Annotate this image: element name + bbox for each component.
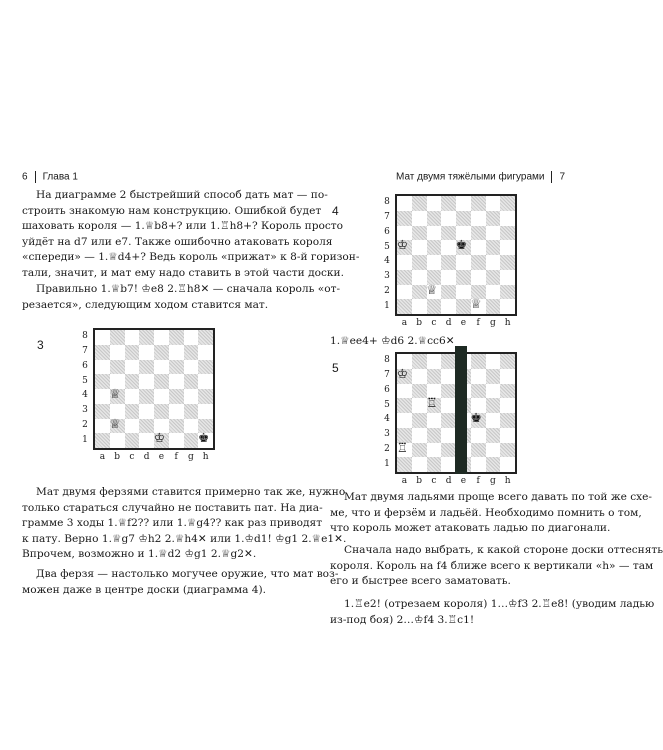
white-king-icon: ♔ xyxy=(396,237,408,253)
board-frame xyxy=(395,194,517,316)
black-king-icon: ♚ xyxy=(455,237,467,253)
text-line: короля. Король на f4 ближе всего к вертикали «h» — там xyxy=(330,559,654,572)
dark-square xyxy=(125,345,140,360)
text-line: 1.♖e2! (отрезаем короля) 1…♔f3 2.♖e8! (уводим ладью xyxy=(344,598,655,610)
file-label: d xyxy=(143,452,150,462)
dark-square xyxy=(154,374,169,389)
dark-square xyxy=(198,360,213,375)
dark-square xyxy=(427,369,442,384)
dark-square xyxy=(169,360,184,375)
dark-square xyxy=(95,374,110,389)
text-line: шаховать короля — 1.♕b8+? или 1.♖h8+? Король просто xyxy=(22,220,344,232)
dark-square xyxy=(412,354,427,369)
dark-square xyxy=(397,270,412,285)
text-line: Мат двумя ферзями ставится примерно так же, нужно xyxy=(36,486,346,498)
dark-square xyxy=(427,211,442,226)
rank-label: 5 xyxy=(82,375,88,386)
left-paragraph-2 xyxy=(22,282,340,313)
file-label: c xyxy=(431,476,437,486)
dark-square xyxy=(198,389,213,404)
dark-square xyxy=(125,374,140,389)
dark-square xyxy=(139,360,154,375)
black-king-icon: ♚ xyxy=(470,410,482,425)
dark-square xyxy=(471,384,486,399)
dark-square xyxy=(486,299,501,314)
rank-label: 5 xyxy=(384,241,390,252)
text-line: можен даже в центре доски (диаграмма 4). xyxy=(22,583,267,596)
file-label: h xyxy=(504,476,511,486)
dark-square xyxy=(95,404,110,419)
rank-label: 1 xyxy=(82,434,88,445)
dark-square xyxy=(412,443,427,458)
text-line: ме, что и ферзём и ладьёй. Необходимо помнить о том, xyxy=(330,506,642,519)
dark-square xyxy=(110,360,125,375)
text-line: что король может атаковать ладью по диагонали. xyxy=(330,522,611,534)
dark-square xyxy=(500,285,515,300)
dark-square xyxy=(471,255,486,270)
file-label: e xyxy=(158,452,165,462)
white-king-icon: ♔ xyxy=(153,430,165,446)
dark-square xyxy=(441,443,456,458)
black-king-icon: ♚ xyxy=(198,430,210,446)
dark-square xyxy=(486,211,501,226)
rank-label: 2 xyxy=(384,443,390,454)
dark-square xyxy=(441,196,456,211)
dark-square xyxy=(441,226,456,241)
dark-square xyxy=(397,299,412,314)
header-separator xyxy=(551,171,552,183)
dark-square xyxy=(441,354,456,369)
dark-square xyxy=(471,196,486,211)
dark-square xyxy=(184,374,199,389)
file-label: d xyxy=(445,318,452,328)
dark-square xyxy=(471,354,486,369)
text-line: На диаграмме 2 быстрейший способ дать мат — по- xyxy=(36,189,328,201)
file-label: a xyxy=(99,452,106,462)
file-label: b xyxy=(416,476,422,486)
dark-square xyxy=(486,457,501,472)
dark-square xyxy=(441,413,456,428)
dark-square xyxy=(456,270,471,285)
white-queen-icon: ♕ xyxy=(109,386,121,401)
file-label: g xyxy=(489,476,496,486)
rank-label: 4 xyxy=(82,390,88,401)
text-line: уйдёт на d7 или e7. Также ошибочно атаковать короля xyxy=(22,235,333,248)
dark-square xyxy=(500,196,515,211)
dark-square xyxy=(471,226,486,241)
text-line: Два ферзя — настолько могучее оружие, что мат воз- xyxy=(36,568,339,580)
diagram-4-solution: 1.♕ee4+ ♔d6 2.♕cc6✕ xyxy=(330,335,455,347)
white-rook-icon: ♖ xyxy=(396,439,408,455)
dark-square xyxy=(139,330,154,345)
text-line: тали, значит, и мат ему надо ставить в этой части доски. xyxy=(22,266,344,279)
dark-square xyxy=(139,419,154,434)
dark-square xyxy=(486,398,501,413)
file-label: b xyxy=(114,452,120,462)
file-label: e xyxy=(460,318,467,328)
text-line: Сначала надо выбрать, к какой стороне доски оттеснять xyxy=(344,544,663,556)
dark-square xyxy=(441,384,456,399)
rank-label: 6 xyxy=(384,384,390,395)
right-paragraph-1 xyxy=(330,490,652,537)
file-label: b xyxy=(416,318,422,328)
diagram-5-label: 5 xyxy=(332,361,339,375)
white-king-icon: ♔ xyxy=(396,365,408,381)
rank-label: 1 xyxy=(384,458,390,469)
rank-label: 3 xyxy=(384,271,390,282)
dark-square xyxy=(397,398,412,413)
dark-square xyxy=(397,211,412,226)
text-line: его и быстрее всего заматовать. xyxy=(330,575,511,587)
dark-square xyxy=(486,369,501,384)
dark-square xyxy=(154,404,169,419)
dark-square xyxy=(427,457,442,472)
dark-square xyxy=(169,389,184,404)
dark-square xyxy=(456,211,471,226)
rank-label: 1 xyxy=(384,300,390,311)
dark-square xyxy=(500,413,515,428)
cut-off-line xyxy=(455,346,467,474)
dark-square xyxy=(169,330,184,345)
rank-label: 3 xyxy=(82,405,88,416)
right-paragraph-3 xyxy=(330,597,654,628)
file-label: h xyxy=(504,318,511,328)
white-queen-icon: ♕ xyxy=(426,281,438,297)
dark-square xyxy=(500,354,515,369)
right-page xyxy=(300,0,663,750)
dark-square xyxy=(412,255,427,270)
rank-label: 4 xyxy=(384,256,390,267)
dark-square xyxy=(500,384,515,399)
dark-square xyxy=(441,285,456,300)
file-label: c xyxy=(129,452,135,462)
dark-square xyxy=(500,226,515,241)
dark-square xyxy=(198,330,213,345)
dark-square xyxy=(427,299,442,314)
white-rook-icon: ♖ xyxy=(426,395,438,411)
rank-label: 8 xyxy=(384,197,390,208)
file-label: e xyxy=(460,476,467,486)
dark-square xyxy=(500,443,515,458)
dark-square xyxy=(169,419,184,434)
right-page-header xyxy=(396,171,565,183)
file-label: g xyxy=(187,452,194,462)
right-paragraph-2 xyxy=(330,543,663,590)
file-label: f xyxy=(476,476,480,486)
dark-square xyxy=(184,345,199,360)
chapter-title: Глава 1 xyxy=(42,171,78,183)
left-paragraph-4 xyxy=(22,567,338,598)
dark-square xyxy=(184,404,199,419)
text-line: Правильно 1.♕b7! ♔e8 2.♖h8✕ — сначала король «от- xyxy=(36,283,341,295)
dark-square xyxy=(486,428,501,443)
white-queen-icon: ♕ xyxy=(109,415,121,431)
dark-square xyxy=(471,443,486,458)
file-label: a xyxy=(401,318,408,328)
rank-label: 7 xyxy=(384,370,390,381)
dark-square xyxy=(125,404,140,419)
text-line: только стараться случайно не поставить пат. На диа- xyxy=(22,501,323,514)
dark-square xyxy=(500,255,515,270)
rank-label: 7 xyxy=(384,212,390,223)
dark-square xyxy=(486,270,501,285)
rank-label: 4 xyxy=(384,414,390,425)
dark-square xyxy=(427,428,442,443)
file-label: d xyxy=(445,476,452,486)
rank-label: 5 xyxy=(384,399,390,410)
rank-label: 2 xyxy=(82,419,88,430)
rank-label: 6 xyxy=(384,226,390,237)
rank-label: 8 xyxy=(82,331,88,342)
dark-square xyxy=(441,255,456,270)
text-line: «спереди» — 1.♕d4+? Ведь король «прижат» к 8-й горизон- xyxy=(22,251,360,263)
dark-square xyxy=(412,226,427,241)
file-label: f xyxy=(476,318,480,328)
dark-square xyxy=(412,196,427,211)
file-label: f xyxy=(174,452,178,462)
text-line: из-под боя) 2…♔f4 3.♖c1! xyxy=(330,613,475,626)
text-line: грамме 3 ходы 1.♕f2?? или 1.♕g4?? как раз приводят xyxy=(22,517,323,529)
white-queen-icon: ♕ xyxy=(470,296,482,312)
dark-square xyxy=(412,384,427,399)
dark-square xyxy=(486,240,501,255)
rank-label: 6 xyxy=(82,360,88,371)
rank-label: 2 xyxy=(384,285,390,296)
dark-square xyxy=(110,330,125,345)
left-paragraph-3 xyxy=(22,485,346,563)
text-line: строить знакомую нам конструкцию. Ошибкой будет xyxy=(22,204,322,217)
file-label: h xyxy=(202,452,209,462)
dark-square xyxy=(139,389,154,404)
dark-square xyxy=(125,433,140,448)
dark-square xyxy=(154,345,169,360)
file-label: a xyxy=(401,476,408,486)
diagram-3-label: 3 xyxy=(37,338,44,352)
rank-label: 3 xyxy=(384,429,390,440)
dark-square xyxy=(95,433,110,448)
dark-square xyxy=(427,240,442,255)
file-label: g xyxy=(489,318,496,328)
dark-square xyxy=(95,345,110,360)
header-separator xyxy=(35,171,36,183)
running-title: Мат двумя тяжёлыми фигурами xyxy=(396,171,545,183)
diagram-4-label: 4 xyxy=(332,204,339,218)
file-label: c xyxy=(431,318,437,328)
page-number-right: 7 xyxy=(559,171,566,183)
text-line: Впрочем, возможно и 1.♕d2 ♔g1 2.♕g2✕. xyxy=(22,548,257,560)
dark-square xyxy=(397,457,412,472)
rank-label: 8 xyxy=(384,355,390,366)
text-line: Мат двумя ладьями проще всего давать по той же схе- xyxy=(344,491,652,503)
rank-label: 7 xyxy=(82,346,88,357)
left-page-header xyxy=(22,171,78,183)
text-line: к пату. Верно 1.♕g7 ♔h2 2.♕h4✕ или 1.♔d1! ♔g1 2.♕e1✕. xyxy=(22,532,347,545)
page-number-left: 6 xyxy=(22,171,28,183)
dark-square xyxy=(412,413,427,428)
text-line: резается», следующим ходом ставится мат. xyxy=(22,298,269,311)
